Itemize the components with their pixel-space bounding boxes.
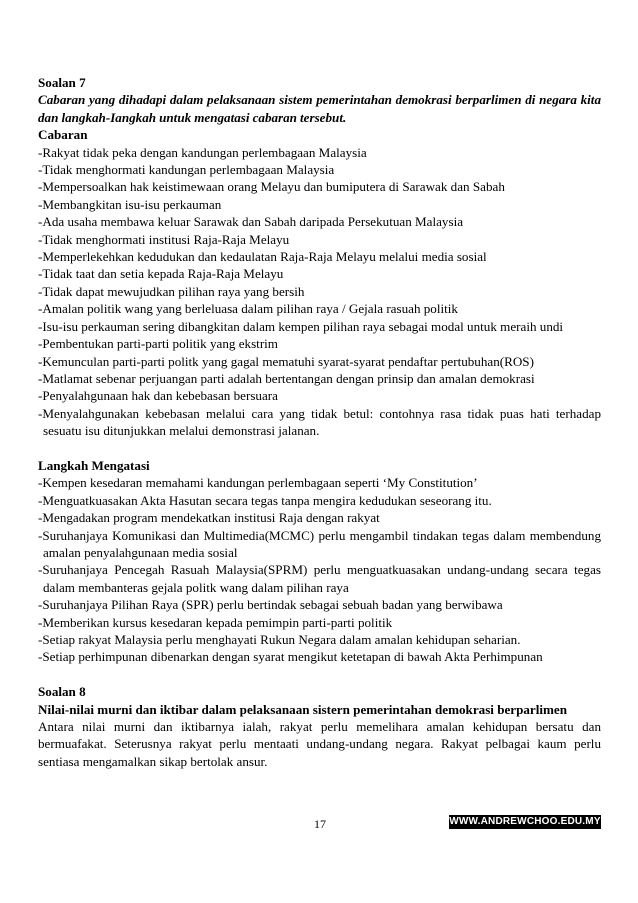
list-item: -Kemunculan parti-parti politk yang gagal mematuhi syarat-syarat pendaftar pertubuhan(ROS) [38, 353, 534, 369]
list-item: -Mempersoalkan hak keistimewaan orang Melayu dan bumiputera di Sarawak dan Sabah [38, 179, 505, 195]
website-banner: WWW.ANDREWCHOO.EDU.MY [449, 816, 601, 827]
langkah-heading: Langkah Mengatasi [38, 457, 150, 473]
list-item: -Isu-isu perkauman sering dibangkitan dalam kempen pilihan raya sebagai modal untuk meraih undi [38, 318, 564, 334]
list-item: -Rakyat tidak peka dengan kandungan perlembagaan Malaysia [38, 144, 367, 160]
list-item: -Tidak menghormati kandungan perlembagaan Malaysia [38, 162, 335, 178]
list-item: -Suruhanjaya Pilihan Raya (SPR) perlu bertindak sebagai sebuah badan yang berwibawa [38, 597, 503, 613]
list-item: -Matlamat sebenar perjuangan parti adalah bertentangan dengan prinsip dan amalan demokrasi [38, 370, 535, 386]
page-number: 17 [314, 817, 326, 831]
soalan8-answer: Antara nilai murni dan iktibarnya ialah, rakyat perlu memelihara amalan kehidupan bersatu dan bermuafakat. Seterusnya rakyat perlu mentaati undang-undang negara. Rakyat pelbagai kaum perlu sentiasa mengamalkan sikap bertolak ansur. [38, 719, 601, 769]
list-item: -Memberikan kursus kesedaran kepada pemimpin parti-parti politik [38, 614, 393, 630]
section-gap [38, 666, 601, 683]
document-body [38, 74, 601, 770]
list-item: -Setiap rakyat Malaysia perlu menghayati Rukun Negara dalam amalan kehidupan seharian. [38, 631, 521, 647]
langkah-list [38, 474, 601, 665]
list-item: -Pembentukan parti-parti politik yang ekstrim [38, 336, 278, 352]
list-item: -Mengadakan program mendekatkan institusi Raja dengan rakyat [38, 510, 380, 526]
list-item: -Ada usaha membawa keluar Sarawak dan Sabah daripada Persekutuan Malaysia [38, 214, 464, 230]
list-item: -Kempen kesedaran memahami kandungan perlembagaan seperti ‘My Constitution’ [38, 475, 478, 491]
list-item: -Suruhanjaya Pencegah Rasuah Malaysia(SPRM) perlu menguatkuasakan undang-undang secara tegas dalam membanteras gejala politk wang dalam pilihan raya [38, 562, 601, 595]
list-item: -Amalan politik wang yang berleluasa dalam pilihan raya / Gejala rasuah politik [38, 301, 458, 317]
list-item: -Penyalahgunaan hak dan kebebasan bersuara [38, 388, 278, 404]
soalan7-heading: Soalan 7 [38, 75, 86, 90]
soalan7-question: Cabaran yang dihadapi dalam pelaksanaan sistem pemerintahan demokrasi berparlimen di negara kita dan langkah-Iangkah untuk mengatasi cabaran tersebut. [38, 92, 601, 125]
list-item: -Tidak menghormati institusi Raja-Raja Melayu [38, 231, 290, 247]
cabaran-heading: Cabaran [38, 127, 88, 143]
list-item: -Memperlekehkan kedudukan dan kedaulatan Raja-Raja Melayu melalui media sosial [38, 249, 487, 265]
list-item: -Membangkitan isu-isu perkauman [38, 196, 222, 212]
soalan8-question: Nilai-nilai murni dan iktibar dalam pelaksanaan sistern pemerintahan demokrasi berparlimen [38, 701, 568, 717]
cabaran-list [38, 144, 601, 440]
list-item: -Setiap perhimpunan dibenarkan dengan syarat mengikut ketetapan di bawah Akta Perhimpunan [38, 649, 543, 665]
list-item: -Suruhanjaya Komunikasi dan Multimedia(MCMC) perlu mengambil tindakan tegas dalam membendung amalan penyalahgunaan media sosial [38, 527, 601, 560]
soalan8-heading: Soalan 8 [38, 684, 86, 700]
list-item: -Tidak taat dan setia kepada Raja-Raja Melayu [38, 266, 284, 282]
list-item: -Menguatkuasakan Akta Hasutan secara tegas tanpa mengira kedudukan seseorang itu. [38, 492, 492, 508]
list-item: -Tidak dapat mewujudkan pilihan raya yang bersih [38, 283, 305, 299]
list-item: -Menyalahgunakan kebebasan melalui cara yang tidak betul: contohnya rasa tidak puas hati terhadap sesuatu isu ditunjukkan melalui demonstrasi jalanan. [38, 405, 601, 439]
section-gap [38, 440, 601, 457]
